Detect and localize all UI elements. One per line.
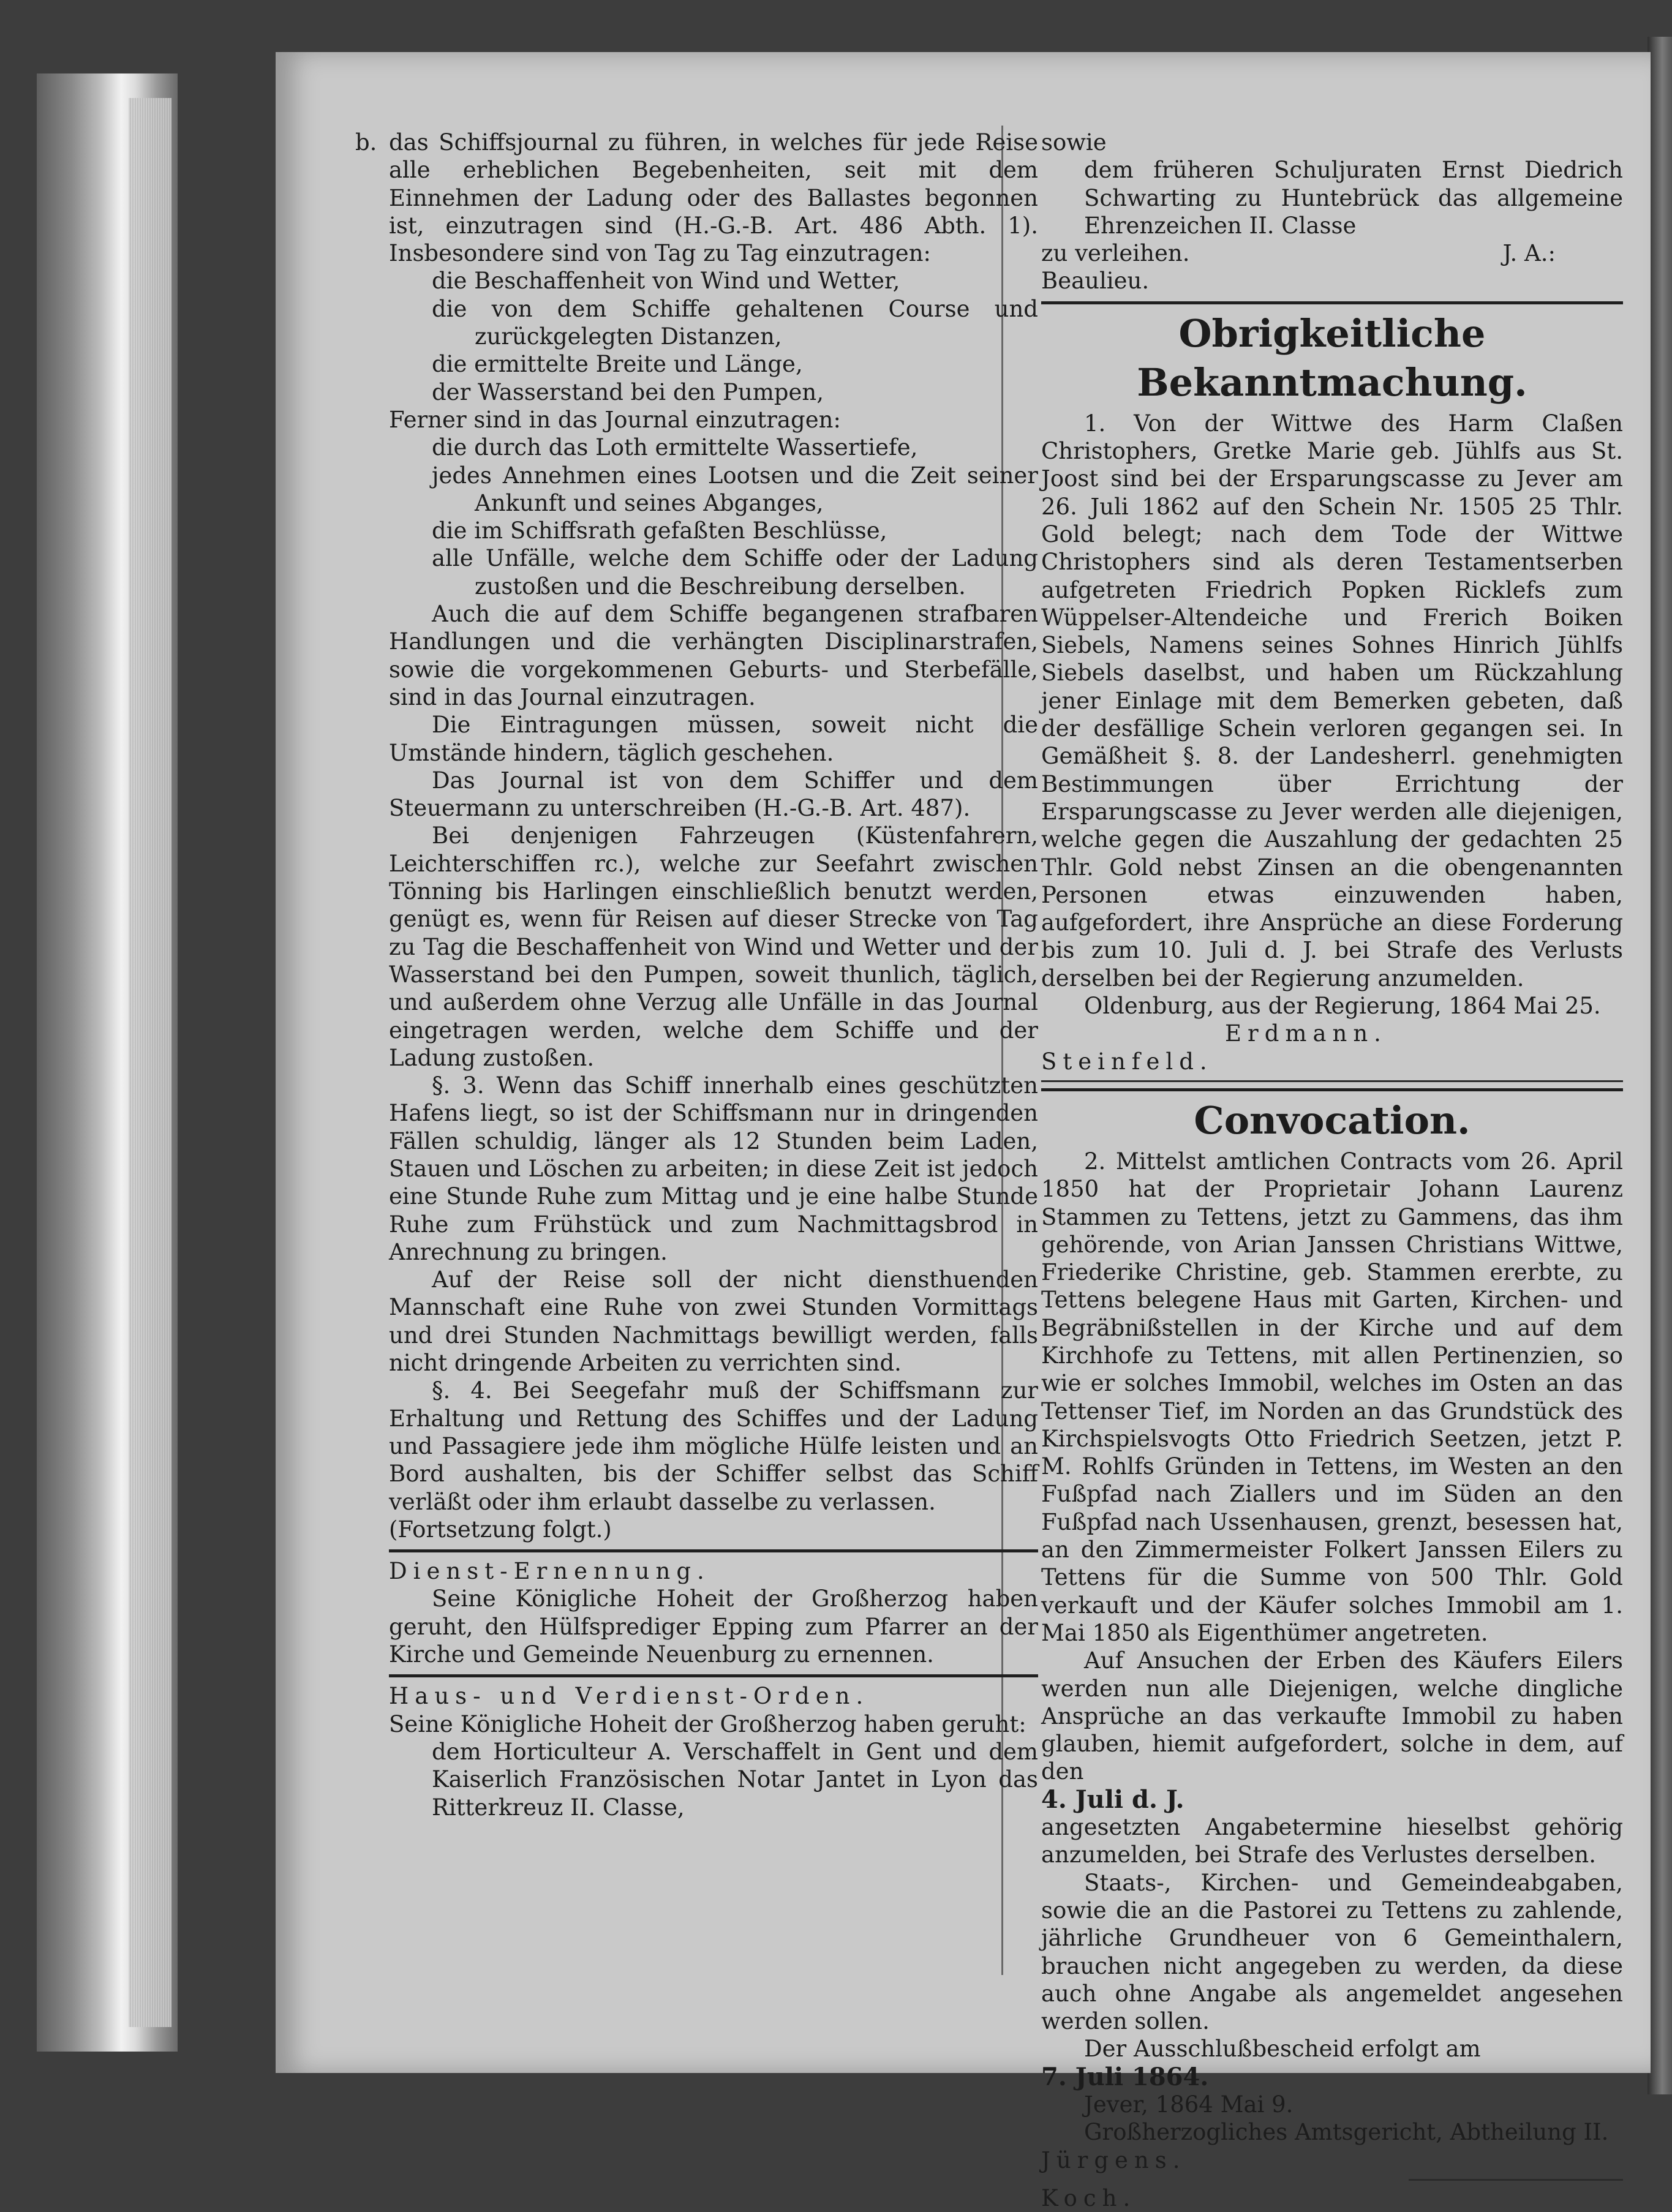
paragraph: Auf Ansuchen der Erben des Käufers Eilers werden nun alle Diejenigen, welche dingliche Ansprüche an das verkaufte Immobil zu haben glauben, hiemit aufgefordert, solche in dem, auf den xyxy=(1041,1647,1623,1785)
paragraph: 1. Von der Wittwe des Harm Claßen Christophers, Gretke Marie geb. Jühlfs aus St. Joost sind bei der Ersparungscasse zu Jever am 26. Juli 1862 auf den Schein Nr. 1505 25 Thlr. Gold belegt; nach dem Tode der Wittwe Christophers sind als deren Testamentserben aufgetreten Friedrich Popken Ricklefs zum Wüppelser-Altendeiche und Frerich Boiken Siebels, Namens seines Sohnes Hinrich Jühlfs Siebels daselbst, und haben um Rückzahlung jener Einlage mit dem Bemerken gebeten, daß der desfällige Schein verloren gegangen sei. In Gemäßheit §. 8. der Landesherrl. genehmigten Bestimmungen über Errichtung der Ersparungscasse zu Jever werden alle diejenigen, welche gegen die Auszahlung der gedachten 25 Thlr. Gold nebst Zinsen an die obengenannten Personen etwas einzuwenden haben, aufgefordert, ihre Ansprüche an diese Forderung bis zum 10. Juli d. J. bei Strafe des Verlusts derselben bei der Regierung anzumelden. xyxy=(1041,410,1623,991)
section-rule xyxy=(389,1674,1038,1677)
paragraph-text: das Schiffsjournal zu führen, in welches für jede Reise alle erheblichen Begebenheiten, seit mit dem Einnehmen der Ladung oder des Ballastes begonnen ist, einzutragen sind (H.-G.-B. Art. 486 Abth. 1). Insbesondere sind von Tag zu Tag einzutragen: xyxy=(389,129,1038,267)
paragraph: Seine Königliche Hoheit der Großherzog haben geruht, den Hülfsprediger Epping zum Pfarrer an der Kirche und Gemeinde Neuenburg zu ernennen. xyxy=(389,1586,1038,1668)
section-rule xyxy=(1041,1080,1623,1082)
section-heading-orden: Haus- und Verdienst-Orden. xyxy=(389,1683,870,1710)
section-rule xyxy=(1409,2179,1623,2181)
paragraph: dem früheren Schuljuraten Ernst Diedrich Schwarting zu Huntebrück das allgemeine Ehrenzeichen II. Classe xyxy=(1084,157,1623,239)
signature-beaulieu: Beaulieu. xyxy=(1041,268,1150,295)
paragraph: Bei denjenigen Fahrzeugen (Küstenfahrern, Leichterschiffen rc.), welche zur Seefahrt zwischen Tönning bis Harlingen einschließlich benutzt werden, genügt es, wenn für Reisen auf dieser Strecke von Tag zu Tag die Beschaffenheit von Wind und Wetter und der Wasserstand bei den Pumpen, soweit thunlich, täglich, und außerdem ohne Verzug alle Unfälle in das Journal eingetragen werden, welche dem Schiffe und der Ladung zustoßen. xyxy=(389,822,1038,1071)
paragraph: 2. Mittelst amtlichen Contracts vom 26. April 1850 hat der Proprietair Johann Laurenz Stammen zu Tettens, jetzt zu Gammens, das ihm gehörende, von Arian Janssen Christians Wittwe, Friederike Christine, geb. Stammen ererbte, zu Tettens belegene Haus mit Garten, Kirchen- und Begräbnißstellen in der Kirche und auf dem Kirchhofe zu Tettens, mit allen Pertinenzien, so wie er solches Immobil, welches im Osten an das Tettenser Tief, im Norden an das Grundstück des Kirchspielsvogts Otto Friedrich Seetzen, jetzt P. M. Rohlfs Gründen in Tettens, im Westen an den Fußpfad nach Ziallers und im Süden an den Fußpfad nach Ussenhausen, grenzt, besessen hat, an den Zimmermeister Folkert Janssen Eilers zu Tettens für die Summe von 500 Thlr. Gold verkauft und der Käufer solches Immobil am 1. Mai 1850 als Eigenthümer angetreten. xyxy=(1041,1148,1623,1646)
signature-koch: Koch. xyxy=(1041,2184,1137,2211)
section-heading-obrigkeitlich: Obrigkeitliche Bekanntmachung. xyxy=(1137,310,1527,405)
section-rule xyxy=(389,1549,1038,1552)
list-item: die von dem Schiffe gehaltenen Course und zurückgelegten Distanzen, xyxy=(432,295,1038,350)
text-verleihen: zu verleihen. xyxy=(1041,240,1190,267)
date-line: 7. Juli 1864. xyxy=(1041,2062,1209,2091)
list-item: jedes Annehmen eines Lootsen und die Zeit seiner Ankunft und seines Abganges, xyxy=(432,462,1038,516)
place-date-line: Jever, 1864 Mai 9. xyxy=(1084,2091,1294,2118)
list-item: die ermittelte Breite und Länge, xyxy=(432,351,803,378)
list-item: die durch das Loth ermittelte Wassertiefe, xyxy=(432,434,918,461)
stacked-leaves xyxy=(129,98,171,2027)
list-item: die im Schiffsrath gefaßten Beschlüsse, xyxy=(432,517,887,544)
section-rule xyxy=(1041,1088,1623,1091)
paragraph-ferner: Ferner sind in das Journal einzutragen: xyxy=(389,406,841,433)
paragraph: angesetzten Angabetermine hieselbst gehörig anzumelden, bei Strafe des Verlustes derselben. xyxy=(1041,1814,1623,1868)
paragraph: Die Eintragungen müssen, soweit nicht die Umstände hindern, täglich geschehen. xyxy=(389,712,1038,766)
paragraph-journal xyxy=(355,129,1038,267)
place-date-line: Oldenburg, aus der Regierung, 1864 Mai 25. xyxy=(1084,993,1601,1020)
right-column xyxy=(1041,129,1623,2212)
paragraph: Auch die auf dem Schiffe begangenen strafbaren Handlungen und die verhängten Disciplinarstrafen, sowie die vorgekommenen Geburts- und Sterbefälle, sind in das Journal einzutragen. xyxy=(389,601,1038,710)
continuation-note: (Fortsetzung folgt.) xyxy=(389,1516,612,1543)
right-book-edge xyxy=(1648,37,1672,2094)
paragraph: Das Journal ist von dem Schiffer und dem Steuermann zu unterschreiben (H.-G.-B. Art. 487). xyxy=(389,767,1038,822)
court-name: Großherzogliches Amtsgericht, Abtheilung II. xyxy=(1084,2119,1609,2146)
date-line: 4. Juli d. J. xyxy=(1041,1785,1184,1814)
section-heading-dienst: Dienst-Ernennung. xyxy=(389,1558,710,1585)
document-page xyxy=(276,52,1651,2211)
text-sowie: sowie xyxy=(1041,129,1107,156)
text-ia: J. A.: xyxy=(1502,240,1556,267)
paragraph: dem Horticulteur A. Verschaffelt in Gent und dem Kaiserlich Französischen Notar Jantet in Lyon das Ritterkreuz II. Classe, xyxy=(432,1738,1038,1821)
section-heading-convocation: Convocation. xyxy=(1194,1097,1471,1143)
list-item: der Wasserstand bei den Pumpen, xyxy=(432,378,824,405)
paragraph-section-3: §. 3. Wenn das Schiff innerhalb eines geschützten Hafens liegt, so ist der Schiffsmann nur in dringenden Fällen schuldig, länger als 12 Stunden beim Laden, Stauen und Löschen zu arbeiten; in diese Zeit ist jedoch eine Stunde Ruhe zum Mittag und je eine halbe Stunde Ruhe zum Frühstück und zum Nachmittagsbrod in Anrechnung zu bringen. xyxy=(389,1072,1038,1265)
list-item: die Beschaffenheit von Wind und Wetter, xyxy=(432,268,900,295)
item-marker: b. xyxy=(355,129,377,156)
signature-erdmann: Erdmann. xyxy=(1225,1020,1387,1047)
paragraph: Der Ausschlußbescheid erfolgt am xyxy=(1084,2036,1481,2063)
paragraph: Seine Königliche Hoheit der Großherzog haben geruht: xyxy=(389,1710,1026,1737)
left-column xyxy=(355,129,1038,1821)
book-page-edges xyxy=(37,73,178,2052)
list-item: alle Unfälle, welche dem Schiffe oder der Ladung zustoßen und die Beschreibung derselben. xyxy=(432,545,1038,600)
paragraph: Staats-, Kirchen- und Gemeindeabgaben, sowie die an die Pastorei zu Tettens zu zahlende, jährliche Grundheuer von 6 Gemeinthalern, brauchen nicht angegeben zu werden, da diese auch ohne Angabe als angemeldet angesehen werden sollen. xyxy=(1041,1869,1623,2035)
section-rule xyxy=(1041,301,1623,304)
paragraph: Auf der Reise soll der nicht diensthuenden Mannschaft eine Ruhe von zwei Stunden Vormittags und drei Stunden Nachmittags bewilligt werden, falls nicht dringende Arbeiten zu verrichten sind. xyxy=(389,1266,1038,1377)
signature-steinfeld: Steinfeld. xyxy=(1041,1048,1213,1075)
paragraph-section-4: §. 4. Bei Seegefahr muß der Schiffsmann zur Erhaltung und Rettung des Schiffes und der Ladung und Passagiere jede ihm mögliche Hülfe leisten und an Bord aushalten, bis der Schiffer selbst das Schiff verläßt oder ihm erlaubt dasselbe zu verlassen. xyxy=(389,1377,1038,1515)
signature-line xyxy=(1041,239,1623,267)
signature-juergens: Jürgens. xyxy=(1041,2146,1186,2173)
